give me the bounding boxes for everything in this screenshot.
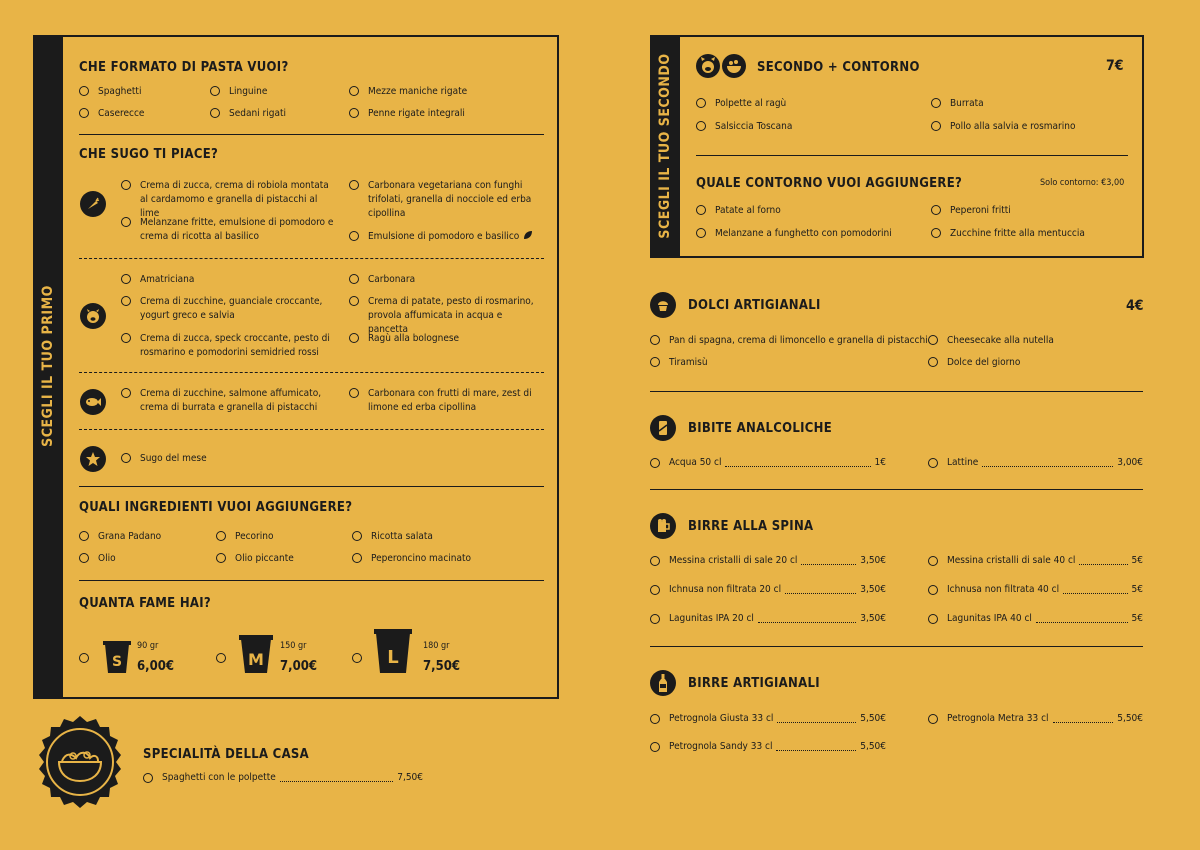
dolci-price: 4€ (1126, 298, 1144, 314)
ingredient-option[interactable]: Grana Padano (79, 530, 161, 544)
sugo-option[interactable]: Carbonara con frutti di mare, zest di limone ed erba cipollina (349, 387, 539, 415)
dolci-option[interactable]: Dolce del giorno (928, 356, 1020, 370)
specialita-title: SPECIALITÀ DELLA CASA (143, 747, 309, 762)
dolci-title: DOLCI ARTIGIANALI (688, 298, 821, 313)
artigianale-item[interactable]: Petrognola Sandy 33 cl 5,50€ (650, 741, 886, 752)
ingredient-option[interactable]: Ricotta salata (352, 530, 433, 544)
can-icon (650, 415, 676, 441)
pasta-option[interactable]: Penne rigate integrali (349, 107, 465, 121)
spina-item[interactable]: Lagunitas IPA 20 cl 3,50€ (650, 613, 886, 624)
sugo-title: CHE SUGO TI PIACE? (79, 147, 219, 162)
pasta-option[interactable]: Sedani rigati (210, 107, 286, 121)
cupcake-icon (650, 292, 676, 318)
ingredienti-title: QUALI INGREDIENTI VUOI AGGIUNGERE? (79, 500, 353, 515)
divider (79, 134, 544, 135)
dolci-option[interactable]: Cheesecake alla nutella (928, 334, 1054, 348)
secondo-vertical-title: SCEGLI IL TUO SECONDO (657, 53, 673, 239)
divider (79, 486, 544, 487)
artigianale-item[interactable]: Petrognola Giusta 33 cl 5,50€ (650, 713, 886, 724)
sugo-option[interactable]: Crema di patate, pesto di rosmarino, provola affumicata in acqua e pancetta (349, 295, 539, 337)
sugo-option[interactable]: Carbonara (349, 273, 415, 287)
pasta-option[interactable]: Caserecce (79, 107, 144, 121)
size-option-s[interactable] (79, 652, 98, 663)
sugo-option[interactable]: Melanzane fritte, emulsione di pomodoro e crema di ricotta al basilico (121, 216, 336, 244)
spina-item[interactable]: Lagunitas IPA 40 cl 5€ (928, 613, 1143, 624)
secondo-option[interactable]: Salsiccia Toscana (696, 120, 792, 134)
size-m-price: 7,00€ (280, 659, 317, 674)
pasta-option[interactable]: Mezze maniche rigate (349, 85, 467, 99)
svg-text:L: L (387, 647, 399, 668)
artigianale-item[interactable]: Petrognola Metra 33 cl 5,50€ (928, 713, 1143, 724)
secondo-title: SECONDO + CONTORNO (757, 60, 920, 75)
spina-item[interactable]: Ichnusa non filtrata 40 cl 5€ (928, 584, 1143, 595)
secondo-option[interactable]: Polpette al ragù (696, 97, 786, 111)
divider (79, 429, 544, 430)
sugo-option[interactable]: Ragù alla bolognese (349, 332, 459, 346)
contorno-option[interactable]: Peperoni fritti (931, 204, 1011, 218)
bibite-title: BIBITE ANALCOLICHE (688, 421, 832, 436)
ingredient-option[interactable]: Olio (79, 552, 116, 566)
divider (79, 258, 544, 259)
spina-item[interactable]: Ichnusa non filtrata 20 cl 3,50€ (650, 584, 886, 595)
beer-mug-icon (650, 513, 676, 539)
ingredient-option[interactable]: Pecorino (216, 530, 273, 544)
sugo-option[interactable]: Emulsione di pomodoro e basilico (349, 230, 533, 245)
contorno-option[interactable]: Patate al forno (696, 204, 781, 218)
pig-icon (80, 303, 106, 329)
secondo-price: 7€ (1106, 58, 1124, 74)
ingredient-option[interactable]: Olio piccante (216, 552, 294, 566)
spina-title: BIRRE ALLA SPINA (688, 519, 814, 534)
primo-vertical-title: SCEGLI IL TUO PRIMO (40, 285, 56, 447)
pasta-bowl-badge-icon (32, 714, 128, 814)
specialita-item[interactable]: Spaghetti con le polpette 7,50€ (143, 772, 423, 783)
divider (79, 580, 544, 581)
cup-l-icon (374, 628, 412, 678)
spina-item[interactable]: Messina cristalli di sale 40 cl 5€ (928, 555, 1143, 566)
spina-item[interactable]: Messina cristalli di sale 20 cl 3,50€ (650, 555, 886, 566)
contorno-note: Solo contorno: €3,00 (1040, 178, 1125, 188)
divider (650, 391, 1143, 392)
cup-s-icon (103, 640, 131, 678)
vegetable-bowl-icon (722, 54, 746, 82)
fame-title: QUANTA FAME HAI? (79, 596, 211, 611)
sugo-option[interactable]: Crema di zucchine, salmone affumicato, crema di burrata e granella di pistacchi (121, 387, 341, 415)
svg-text:S: S (111, 654, 123, 670)
size-l-price: 7,50€ (423, 659, 460, 674)
divider (696, 155, 1128, 156)
size-l-grams: 180 gr (423, 641, 450, 651)
sugo-option[interactable]: Crema di zucca, crema di robiola montata al cardamomo e granella di pistacchi al lime (121, 179, 336, 221)
sugo-option[interactable]: Amatriciana (121, 273, 194, 287)
ingredient-option[interactable]: Peperoncino macinato (352, 552, 471, 566)
pasta-title: CHE FORMATO DI PASTA VUOI? (79, 60, 289, 75)
size-s-price: 6,00€ (137, 659, 174, 674)
dolci-option[interactable]: Tiramisù (650, 356, 708, 370)
pasta-option[interactable]: Spaghetti (79, 85, 141, 99)
divider (650, 646, 1143, 647)
sugo-option[interactable]: Crema di zucchine, guanciale croccante, yogurt greco e salvia (121, 295, 341, 323)
svg-text:M: M (248, 650, 264, 669)
star-icon (80, 446, 106, 472)
contorno-option[interactable]: Melanzane a funghetto con pomodorini (696, 227, 892, 241)
size-s-grams: 90 gr (137, 641, 159, 651)
dolci-option[interactable]: Pan di spagna, crema di limoncello e granella di pistacchi (650, 334, 928, 348)
leaf-icon (523, 230, 533, 245)
artigianali-title: BIRRE ARTIGIANALI (688, 676, 820, 691)
sugo-option[interactable]: Sugo del mese (121, 452, 207, 466)
carrot-icon (80, 191, 106, 217)
beer-bottle-icon (650, 670, 676, 696)
sugo-option[interactable]: Crema di zucca, speck croccante, pesto di rosmarino e pomodorini semidried rossi (121, 332, 336, 360)
size-option-l[interactable] (352, 652, 371, 663)
pig-icon (696, 54, 720, 82)
bibita-item[interactable]: Acqua 50 cl 1€ (650, 457, 886, 468)
divider (650, 489, 1143, 490)
sugo-option[interactable]: Carbonara vegetariana con funghi trifolati, granella di nocciole ed erba cipollina (349, 179, 539, 221)
size-option-m[interactable] (216, 652, 235, 663)
contorno-option[interactable]: Zucchine fritte alla mentuccia (931, 227, 1085, 241)
bibita-item[interactable]: Lattine 3,00€ (928, 457, 1143, 468)
pasta-option[interactable]: Linguine (210, 85, 267, 99)
divider (79, 372, 544, 373)
secondo-option[interactable]: Burrata (931, 97, 984, 111)
contorno-title: QUALE CONTORNO VUOI AGGIUNGERE? (696, 176, 963, 191)
secondo-option[interactable]: Pollo alla salvia e rosmarino (931, 120, 1075, 134)
cup-m-icon (239, 634, 273, 678)
size-m-grams: 150 gr (280, 641, 307, 651)
fish-icon (80, 389, 106, 415)
